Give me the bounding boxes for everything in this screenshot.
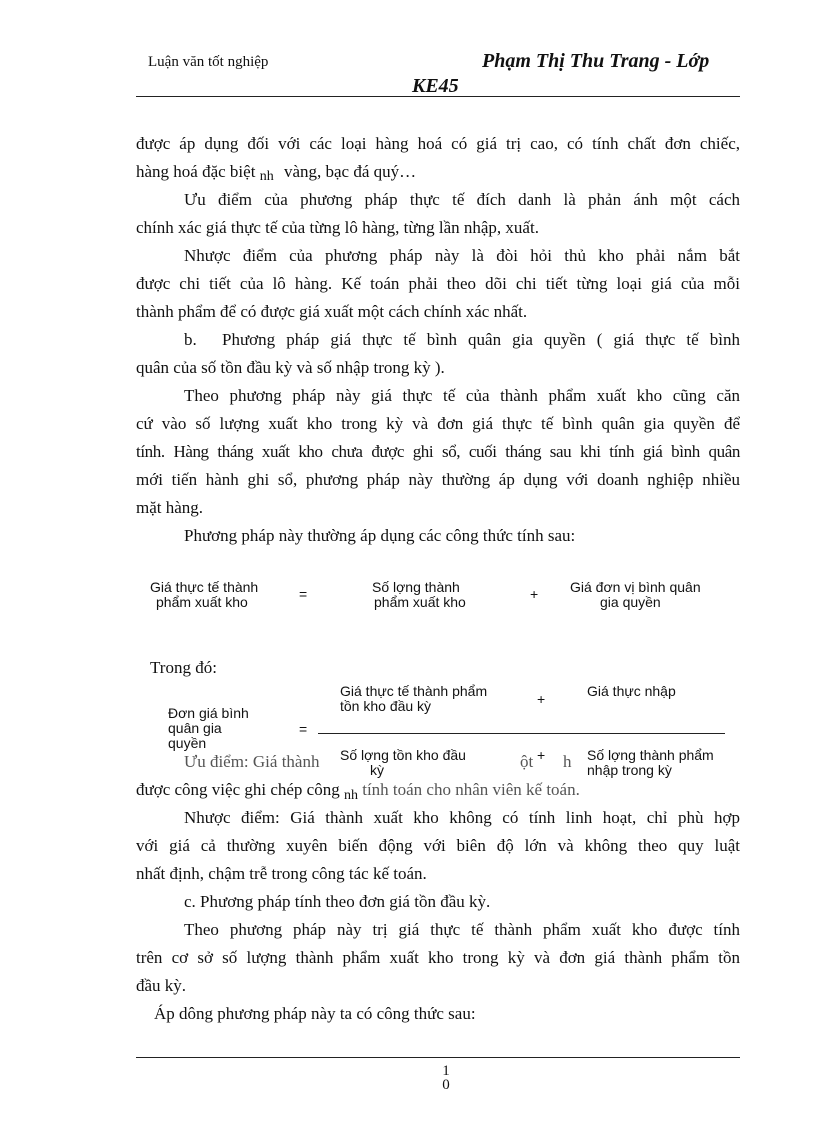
formula2-num2: Giá thực nhập (587, 683, 676, 699)
body2-line-4: nhất định, chậm trễ trong công tác kế toán. (136, 864, 427, 883)
formula2-num-plus: + (537, 691, 546, 707)
formula2-lhs-line3: quyền (168, 735, 207, 751)
formula2-ghost-text-3: h (563, 752, 572, 771)
formula2-lhs-line1: Đơn giá bình (168, 705, 249, 721)
body-line-13: mới tiến hành ghi sổ, phương pháp này thường áp dụng với doanh nghiệp nhiều (136, 470, 740, 489)
body-line-7: thành phẩm để có được giá xuất một cách chính xác nhất. (136, 302, 528, 321)
body-line-3: Ưu điểm của phương pháp thực tế đích danh là phản ánh một cách (184, 190, 740, 209)
body2-line-5: c. Phương pháp tính theo đơn giá tồn đầu kỳ. (184, 892, 491, 911)
formula2-den2-line2: nhập trong kỳ (587, 762, 672, 778)
body-line-10: Theo phương pháp này giá thực tế của thành phẩm xuất kho cũng căn (184, 386, 740, 405)
formula2-den2-line1: Số lợng thành phẩm (587, 747, 714, 763)
formula1-lhs-line2: phẩm xuất kho (156, 594, 248, 610)
formula1-plus: + (530, 586, 539, 602)
formula1-term1-line1: Số lợng thành (372, 579, 460, 595)
formula2-den-plus: + (537, 747, 546, 763)
body-line-4: chính xác giá thực tế của từng lô hàng, từng lần nhập, xuất. (136, 218, 539, 237)
body-line-11: cứ vào số lượng xuất kho trong kỳ và đơn giá thực tế bình quân gia quyền để (136, 414, 740, 433)
page-number-digit-1: 1 (442, 1063, 450, 1079)
formula2-den1-line2: kỳ (370, 762, 384, 778)
formula1-equals: = (299, 586, 308, 602)
formula2-ghost-text-1: Ưu điểm: Giá thành (184, 752, 320, 771)
body-line-12: tính. Hàng tháng xuất kho chưa được ghi sổ, cuối tháng sau khi tính giá bình quân (136, 442, 740, 461)
body2-line-8: đầu kỳ. (136, 976, 187, 995)
trong-do-label: Trong đó: (150, 658, 217, 677)
body-line-6: được chi tiết của lô hàng. Kế toán phải theo dõi chi tiết từng loại giá của mỗi (136, 274, 740, 293)
formula2-lhs-line2: quân gia (168, 720, 222, 736)
formula2-num1-line2: tồn kho đầu kỳ (340, 698, 432, 714)
header-author: Phạm Thị Thu Trang - Lớp (482, 50, 710, 72)
formula2-den1-line1: Số lợng tồn kho đầu (340, 747, 466, 763)
body-line-14: mặt hàng. (136, 498, 204, 517)
body2-line-2: Nhược điểm: Giá thành xuất kho không có tính linh hoạt, chỉ phù hợp (184, 808, 740, 827)
body2-line-3: với giá cả thường xuyên biến động với biên độ lớn và không theo quy luật (136, 836, 740, 855)
body2-line-1: được công việc ghi chép công $_{nh}$ tính toán cho nhân viên kế toán. (136, 780, 580, 803)
formula2-num1-line1: Giá thực tế thành phẩm (340, 683, 488, 699)
body-line-2: hàng hoá đặc biệt nh vàng, bạc đá quý… (136, 162, 417, 184)
body-line-1: được áp dụng đối với các loại hàng hoá có giá trị cao, có tính chất đơn chiếc, (136, 134, 740, 153)
formula1-lhs-line1: Giá thực tế thành (150, 579, 259, 595)
body-line-9: quân của số tồn đầu kỳ và số nhập trong kỳ ). (136, 358, 445, 377)
body-line-15: Phương pháp này thường áp dụng các công thức tính sau: (184, 526, 576, 545)
header-class: KE45 (412, 75, 459, 97)
formula1-term2-line1: Giá đơn vị bình quân (570, 579, 701, 595)
body2-line-6: Theo phương pháp này trị giá thực tế thành phẩm xuất kho được tính (184, 920, 740, 939)
formula2-fraction-bar (318, 733, 725, 734)
formula2-equals: = (299, 721, 308, 737)
body2-line-9: Áp dông phương pháp này ta có công thức sau: (154, 1004, 476, 1023)
body2-line-7: trên cơ sở số lượng thành phẩm xuất kho trong kỳ và đơn giá thành phẩm tồn (136, 948, 740, 967)
formula2-ghost-text-2: ột (520, 752, 534, 771)
body-line-5: Nhược điểm của phương pháp này là đòi hỏi thủ kho phải nắm bắt (184, 246, 740, 265)
header-left-title: Luận văn tốt nghiệp (148, 54, 269, 70)
formula1-term2-line2: gia quyền (600, 594, 661, 610)
formula1-term1-line2: phẩm xuất kho (374, 594, 466, 610)
page-number-digit-2: 0 (442, 1077, 450, 1093)
footer-rule (136, 1057, 740, 1058)
header-rule (136, 96, 740, 97)
